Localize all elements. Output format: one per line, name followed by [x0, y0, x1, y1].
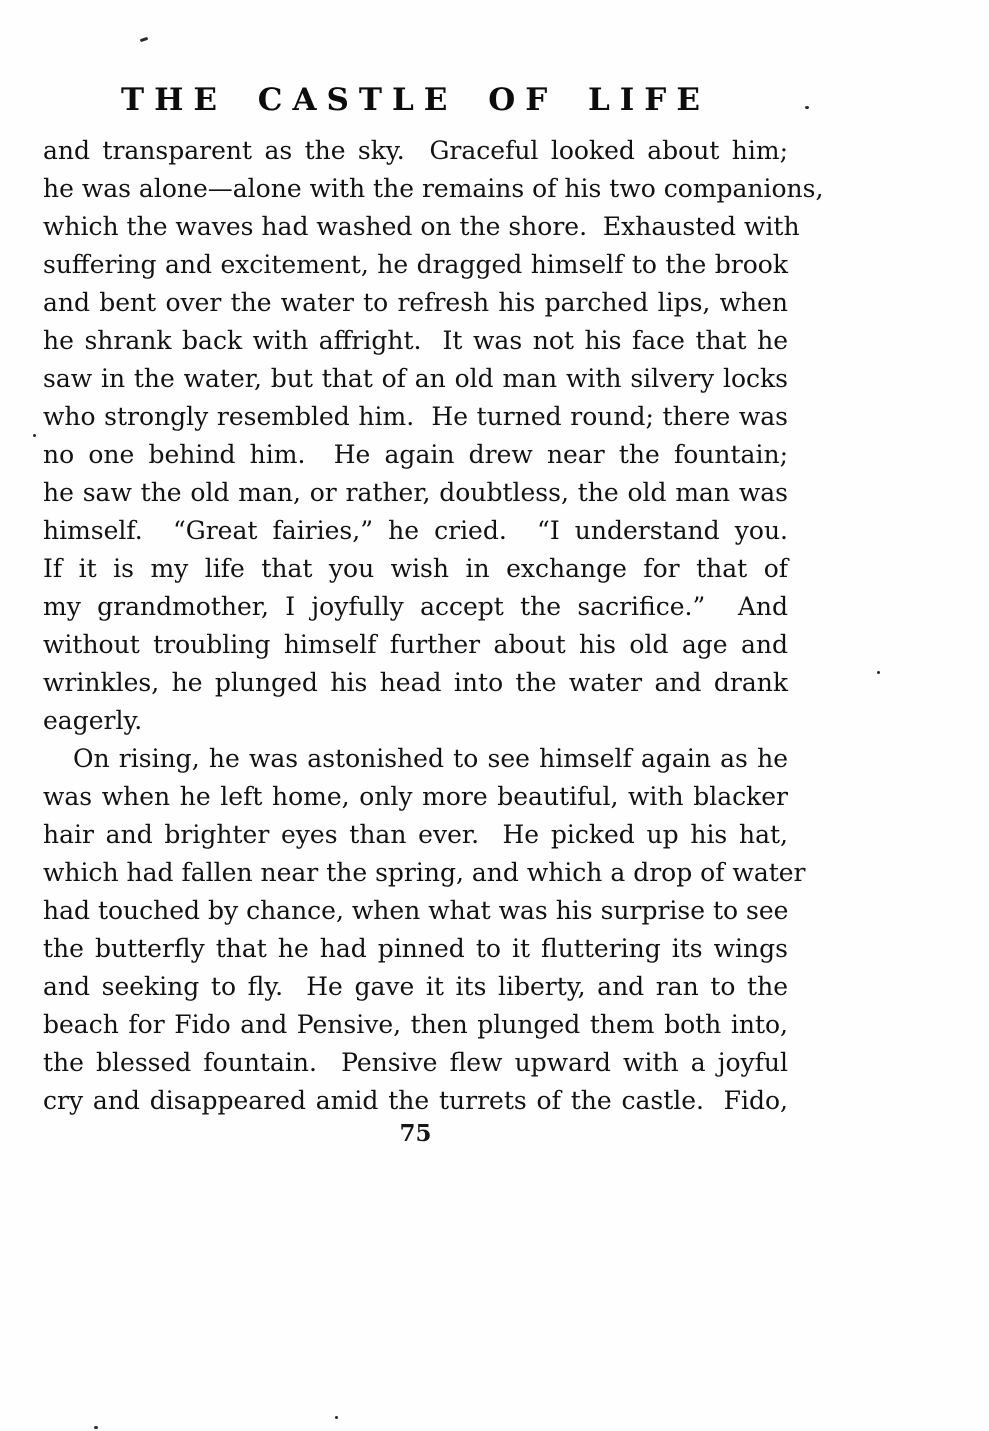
text-line: who strongly resembled him. He turned round; there was: [43, 402, 788, 431]
text-line: he shrank back with affright. It was not his face that he: [43, 326, 788, 355]
text-line: cry and disappeared amid the turrets of the castle. Fido,: [43, 1086, 788, 1115]
text-line: my grandmother, I joyfully accept the sacrifice.” And: [43, 592, 788, 621]
text-line: suffering and excitement, he dragged himself to the brook: [43, 250, 788, 279]
scan-speck: [805, 106, 809, 109]
scan-speck: [877, 671, 880, 674]
text-line: If it is my life that you wish in exchange for that of: [43, 554, 788, 583]
text-line: no one behind him. He again drew near the fountain;: [43, 440, 788, 469]
text-line: eagerly.: [43, 706, 143, 735]
text-line: and bent over the water to refresh his parched lips, when: [43, 288, 788, 317]
running-header: THE CASTLE OF LIFE: [121, 82, 710, 118]
text-line: he was alone—alone with the remains of his two companions,: [43, 174, 824, 203]
text-line: had touched by chance, when what was his surprise to see: [43, 896, 789, 925]
text-line: hair and brighter eyes than ever. He picked up his hat,: [43, 820, 788, 849]
scan-speck: [33, 434, 36, 437]
text-line: which had fallen near the spring, and which a drop of water: [43, 858, 806, 887]
scan-speck: [94, 1426, 98, 1429]
text-line: the butterfly that he had pinned to it fluttering its wings: [43, 934, 788, 963]
text-line: saw in the water, but that of an old man with silvery locks: [43, 364, 788, 393]
text-line: beach for Fido and Pensive, then plunged them both into,: [43, 1010, 788, 1039]
text-line: which the waves had washed on the shore. Exhausted with: [43, 212, 800, 241]
text-line: he saw the old man, or rather, doubtless, the old man was: [43, 478, 788, 507]
text-line: and seeking to fly. He gave it its liberty, and ran to the: [43, 972, 788, 1001]
page-number: 75: [399, 1120, 432, 1147]
scan-speck: [335, 1416, 338, 1419]
text-line: and transparent as the sky. Graceful looked about him;: [43, 136, 788, 165]
text-line: wrinkles, he plunged his head into the water and drank: [43, 668, 788, 697]
scan-speck: [140, 37, 149, 42]
text-line: without troubling himself further about his old age and: [43, 630, 788, 659]
text-line: himself. “Great fairies,” he cried. “I understand you.: [43, 516, 788, 545]
text-block: [43, 132, 824, 1120]
text-line: the blessed fountain. Pensive flew upward with a joyful: [43, 1048, 788, 1077]
text-line: was when he left home, only more beautiful, with blacker: [43, 782, 788, 811]
text-line: On rising, he was astonished to see himself again as he: [73, 744, 788, 773]
